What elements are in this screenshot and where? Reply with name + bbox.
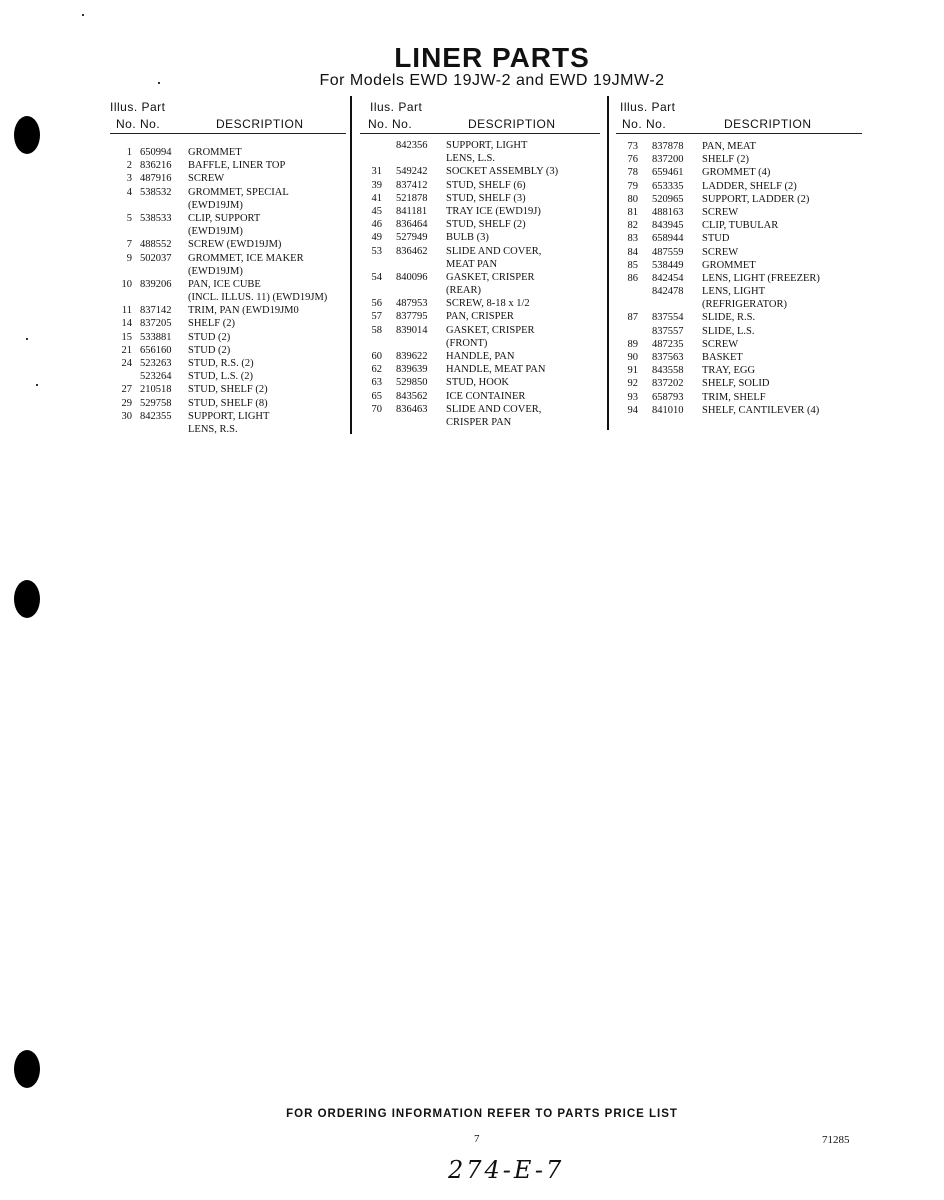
part-number: 523263 (140, 358, 172, 369)
item-number: 62 (371, 364, 382, 376)
part-number: 837795 (396, 311, 428, 323)
part-number: 650994 (140, 147, 172, 158)
part-description: SLIDE AND COVER, (446, 403, 542, 415)
table-row (110, 317, 350, 330)
table-row (110, 225, 350, 238)
table-row (360, 165, 605, 178)
part-number: 840096 (396, 271, 428, 283)
part-description: SHELF (2) (702, 154, 749, 166)
table-row (616, 153, 866, 166)
table-row (360, 179, 605, 192)
part-description: (EWD19JM) (188, 226, 243, 238)
item-number: 15 (121, 331, 132, 343)
speck (26, 338, 28, 340)
part-number: 487916 (140, 173, 172, 185)
table-row (616, 193, 866, 206)
table-row (360, 152, 605, 165)
part-description: LENS, R.S. (188, 423, 238, 435)
part-description: (REFRIGERATOR) (702, 299, 787, 311)
item-number: 90 (627, 352, 638, 363)
table-row (110, 331, 350, 344)
no-no-label: No. No. (368, 117, 413, 131)
table-row (616, 311, 866, 324)
part-description: SCREW (702, 206, 739, 218)
part-description: GROMMET, ICE MAKER (188, 252, 304, 264)
item-number: 70 (371, 403, 382, 415)
part-number: 836463 (396, 403, 428, 415)
item-number: 93 (627, 391, 638, 403)
part-description: (FRONT) (446, 337, 488, 349)
part-description: PAN, CRISPER (446, 311, 514, 323)
part-number: 529758 (140, 397, 172, 409)
item-number: 1 (126, 147, 132, 158)
part-number: 549242 (396, 166, 428, 178)
part-description: GASKET, CRISPER (446, 324, 535, 336)
part-description: GROMMET (188, 147, 242, 158)
description-label: DESCRIPTION (724, 117, 812, 131)
table-row (616, 298, 866, 311)
part-number: 841010 (652, 404, 684, 416)
part-description: SUPPORT, LIGHT (446, 140, 528, 151)
parts-list (360, 139, 605, 429)
part-number: 538532 (140, 186, 172, 198)
part-number: 487559 (652, 246, 684, 258)
table-row (616, 285, 866, 298)
part-number: 836462 (396, 245, 428, 257)
table-row (616, 180, 866, 193)
punch-hole-top (14, 116, 40, 154)
part-number: 837202 (652, 378, 684, 390)
table-row (360, 139, 605, 152)
part-description: GROMMET (702, 259, 756, 271)
table-row (360, 403, 605, 416)
table-row (110, 278, 350, 291)
handwritten-note: 274-E-7 (448, 1156, 565, 1184)
part-description: SHELF, CANTILEVER (4) (702, 404, 820, 416)
part-description: LENS, LIGHT (FREEZER) (702, 272, 820, 284)
part-description: (INCL. ILLUS. 11) (EWD19JM) (188, 292, 328, 304)
table-row (360, 245, 605, 258)
part-number: 842355 (140, 410, 172, 422)
part-number: 842478 (652, 286, 684, 298)
part-number: 538449 (652, 259, 684, 271)
part-description: TRIM, SHELF (702, 391, 766, 403)
table-row (616, 391, 866, 404)
table-row (110, 383, 350, 396)
part-description: STUD, R.S. (2) (188, 358, 254, 369)
table-row (110, 423, 350, 436)
page-subtitle: For Models EWD 19JW-2 and EWD 19JMW-2 (319, 72, 665, 89)
part-number: 837554 (652, 312, 684, 324)
parts-column-1 (110, 96, 350, 436)
item-number: 60 (371, 351, 382, 362)
table-row (110, 238, 350, 251)
part-description: GASKET, CRISPER (446, 271, 535, 283)
item-number: 79 (627, 180, 638, 192)
part-number: 837200 (652, 154, 684, 166)
part-description: LENS, L.S. (446, 153, 496, 165)
part-description: STUD, SHELF (3) (446, 192, 526, 204)
item-number: 94 (627, 404, 638, 416)
part-number: 487953 (396, 298, 428, 310)
part-description: STUD (702, 233, 730, 245)
item-number: 58 (371, 324, 382, 336)
item-number: 3 (126, 173, 132, 185)
part-number: 488552 (140, 239, 172, 251)
part-description: STUD, HOOK (446, 377, 509, 389)
table-row (616, 351, 866, 364)
part-description: MEAT PAN (446, 258, 498, 270)
parts-list (110, 146, 350, 436)
item-number: 10 (121, 278, 132, 290)
part-description: STUD, L.S. (2) (188, 371, 254, 383)
table-row (360, 376, 605, 389)
item-number: 82 (627, 220, 638, 232)
part-description: SLIDE, R.S. (702, 312, 756, 324)
part-number: 839206 (140, 278, 172, 290)
part-number: 836464 (396, 219, 428, 231)
illus-part-label: Illus. Part (620, 100, 676, 114)
description-label: DESCRIPTION (216, 117, 304, 131)
item-number: 87 (627, 312, 638, 324)
punch-hole-middle (14, 580, 40, 618)
part-number: 210518 (140, 384, 172, 396)
part-description: (EWD19JM) (188, 199, 243, 211)
part-description: STUD, SHELF (2) (188, 384, 268, 396)
part-number: 843558 (652, 365, 684, 377)
item-number: 14 (121, 318, 132, 330)
item-number: 41 (371, 192, 382, 204)
item-number: 76 (627, 154, 638, 166)
table-row (360, 258, 605, 271)
table-row (360, 363, 605, 376)
table-row (360, 416, 605, 429)
item-number: 11 (121, 305, 132, 317)
part-number: 842454 (652, 272, 684, 284)
part-number: 841181 (396, 205, 428, 217)
column-header (110, 96, 350, 136)
item-number: 57 (371, 311, 382, 323)
part-number: 521878 (396, 192, 428, 204)
table-row (110, 291, 350, 304)
column-header (360, 96, 605, 136)
part-description: BASKET (702, 352, 743, 363)
item-number: 54 (371, 271, 382, 283)
part-number: 842356 (396, 140, 428, 151)
table-row (360, 192, 605, 205)
item-number: 29 (121, 397, 132, 409)
item-number: 31 (371, 166, 382, 178)
punch-hole-bottom (14, 1050, 40, 1088)
part-number: 656160 (140, 344, 172, 356)
item-number: 45 (371, 205, 382, 217)
part-description: SCREW (EWD19JM) (188, 239, 282, 251)
part-description: TRAY, EGG (702, 365, 756, 377)
part-description: ICE CONTAINER (446, 390, 526, 402)
column-header (616, 96, 866, 136)
table-row (360, 284, 605, 297)
part-number: 520965 (652, 193, 684, 205)
part-number: 839639 (396, 364, 428, 376)
item-number: 89 (627, 338, 638, 350)
table-row (360, 324, 605, 337)
part-number: 527949 (396, 232, 428, 244)
part-number: 837205 (140, 318, 172, 330)
part-description: (EWD19JM) (188, 265, 243, 277)
table-row (616, 232, 866, 245)
table-row (110, 159, 350, 172)
part-number: 523264 (140, 371, 172, 383)
item-number: 65 (371, 390, 382, 402)
part-number: 659461 (652, 167, 684, 179)
table-row (110, 357, 350, 370)
part-number: 837878 (652, 141, 684, 152)
item-number: 49 (371, 232, 382, 244)
part-description: GROMMET (4) (702, 167, 771, 179)
table-row (110, 304, 350, 317)
item-number: 56 (371, 298, 382, 310)
parts-list (616, 140, 866, 417)
item-number: 2 (126, 160, 132, 172)
item-number: 53 (371, 245, 382, 257)
part-description: TRIM, PAN (EWD19JM0 (188, 305, 299, 317)
part-number: 839014 (396, 324, 428, 336)
table-row (110, 199, 350, 212)
description-label: DESCRIPTION (468, 117, 556, 131)
part-description: LADDER, SHELF (2) (702, 180, 797, 192)
part-number: 533881 (140, 331, 172, 343)
table-row (110, 212, 350, 225)
item-number: 39 (371, 179, 382, 191)
speck (82, 14, 84, 16)
table-row (110, 344, 350, 357)
part-description: SLIDE AND COVER, (446, 245, 542, 257)
part-number: 487235 (652, 338, 684, 350)
item-number: 78 (627, 167, 638, 179)
part-number: 653335 (652, 180, 684, 192)
table-row (110, 265, 350, 278)
part-description: (REAR) (446, 285, 481, 297)
table-row (616, 206, 866, 219)
part-description: STUD, SHELF (6) (446, 179, 526, 191)
table-row (360, 205, 605, 218)
column-divider (607, 96, 609, 430)
part-description: PAN, ICE CUBE (188, 278, 261, 290)
table-row (360, 310, 605, 323)
part-description: STUD (2) (188, 331, 231, 343)
part-description: SHELF, SOLID (702, 378, 770, 390)
table-row (110, 172, 350, 185)
page-title: LINER PARTS (394, 42, 590, 73)
item-number: 83 (627, 233, 638, 245)
item-number: 63 (371, 377, 382, 389)
part-description: LENS, LIGHT (702, 286, 765, 298)
part-number: 837563 (652, 352, 684, 363)
item-number: 85 (627, 259, 638, 271)
table-row (360, 337, 605, 350)
part-description: SHELF (2) (188, 318, 235, 330)
part-description: SCREW (702, 338, 739, 350)
ordering-info-footer: FOR ORDERING INFORMATION REFER TO PARTS PRICE LIST (286, 1108, 678, 1120)
part-description: TRAY ICE (EWD19J) (446, 205, 541, 217)
item-number: 73 (627, 141, 638, 152)
item-number: 24 (121, 358, 132, 369)
no-no-label: No. No. (116, 117, 161, 131)
part-description: SOCKET ASSEMBLY (3) (446, 166, 559, 178)
item-number: 21 (121, 344, 132, 356)
part-number: 839622 (396, 351, 428, 362)
part-description: CRISPER PAN (446, 416, 512, 428)
part-description: SLIDE, L.S. (702, 325, 755, 337)
document-code: 71285 (822, 1134, 850, 1146)
table-row (110, 397, 350, 410)
part-description: STUD, SHELF (8) (188, 397, 268, 409)
part-description: CLIP, TUBULAR (702, 220, 779, 232)
table-row (616, 364, 866, 377)
table-row (616, 246, 866, 259)
part-number: 658944 (652, 233, 684, 245)
table-row (360, 271, 605, 284)
table-row (110, 252, 350, 265)
item-number: 4 (126, 186, 132, 198)
part-description: HANDLE, MEAT PAN (446, 364, 546, 376)
part-description: SCREW (188, 173, 225, 185)
part-description: SUPPORT, LADDER (2) (702, 193, 810, 205)
table-row (110, 146, 350, 159)
item-number: 84 (627, 246, 638, 258)
item-number: 91 (627, 365, 638, 377)
part-description: SCREW, 8-18 x 1/2 (446, 298, 530, 310)
part-description: BAFFLE, LINER TOP (188, 160, 286, 172)
table-row (616, 404, 866, 417)
part-description: STUD, SHELF (2) (446, 219, 526, 231)
part-description: SUPPORT, LIGHT (188, 410, 270, 422)
table-row (616, 272, 866, 285)
table-row (616, 259, 866, 272)
table-row (360, 350, 605, 363)
part-description: STUD (2) (188, 344, 231, 356)
table-row (616, 377, 866, 390)
part-number: 843562 (396, 390, 428, 402)
item-number: 92 (627, 378, 638, 390)
part-description: SCREW (702, 246, 739, 258)
table-row (360, 218, 605, 231)
item-number: 86 (627, 272, 638, 284)
parts-column-3 (616, 96, 866, 417)
table-row (360, 231, 605, 244)
page-number: 7 (474, 1133, 480, 1145)
table-row (110, 370, 350, 383)
part-number: 502037 (140, 252, 172, 264)
item-number: 5 (126, 212, 132, 224)
part-description: GROMMET, SPECIAL (188, 186, 289, 198)
part-number: 837557 (652, 325, 684, 337)
speck (36, 384, 38, 386)
table-row (616, 219, 866, 232)
table-row (616, 166, 866, 179)
table-row (360, 390, 605, 403)
part-description: HANDLE, PAN (446, 351, 515, 362)
column-divider (350, 96, 352, 434)
table-row (616, 140, 866, 153)
no-no-label: No. No. (622, 117, 667, 131)
illus-part-label: Illus. Part (110, 100, 166, 114)
part-description: PAN, MEAT (702, 141, 756, 152)
parts-column-2 (360, 96, 605, 429)
table-row (616, 338, 866, 351)
table-row (616, 325, 866, 338)
part-description: BULB (3) (446, 232, 489, 244)
part-number: 837412 (396, 179, 428, 191)
table-row (360, 297, 605, 310)
part-number: 488163 (652, 206, 684, 218)
item-number: 81 (627, 206, 638, 218)
item-number: 27 (121, 384, 132, 396)
item-number: 7 (126, 239, 132, 251)
part-number: 843945 (652, 220, 684, 232)
part-number: 538533 (140, 212, 172, 224)
part-number: 837142 (140, 305, 172, 317)
item-number: 80 (627, 193, 638, 205)
table-row (110, 186, 350, 199)
item-number: 30 (121, 410, 132, 422)
part-number: 836216 (140, 160, 172, 172)
item-number: 46 (371, 219, 382, 231)
illus-part-label: Ilus. Part (370, 100, 423, 114)
part-description: CLIP, SUPPORT (188, 212, 261, 224)
table-row (110, 410, 350, 423)
part-number: 529850 (396, 377, 428, 389)
part-number: 658793 (652, 391, 684, 403)
item-number: 9 (126, 252, 132, 264)
